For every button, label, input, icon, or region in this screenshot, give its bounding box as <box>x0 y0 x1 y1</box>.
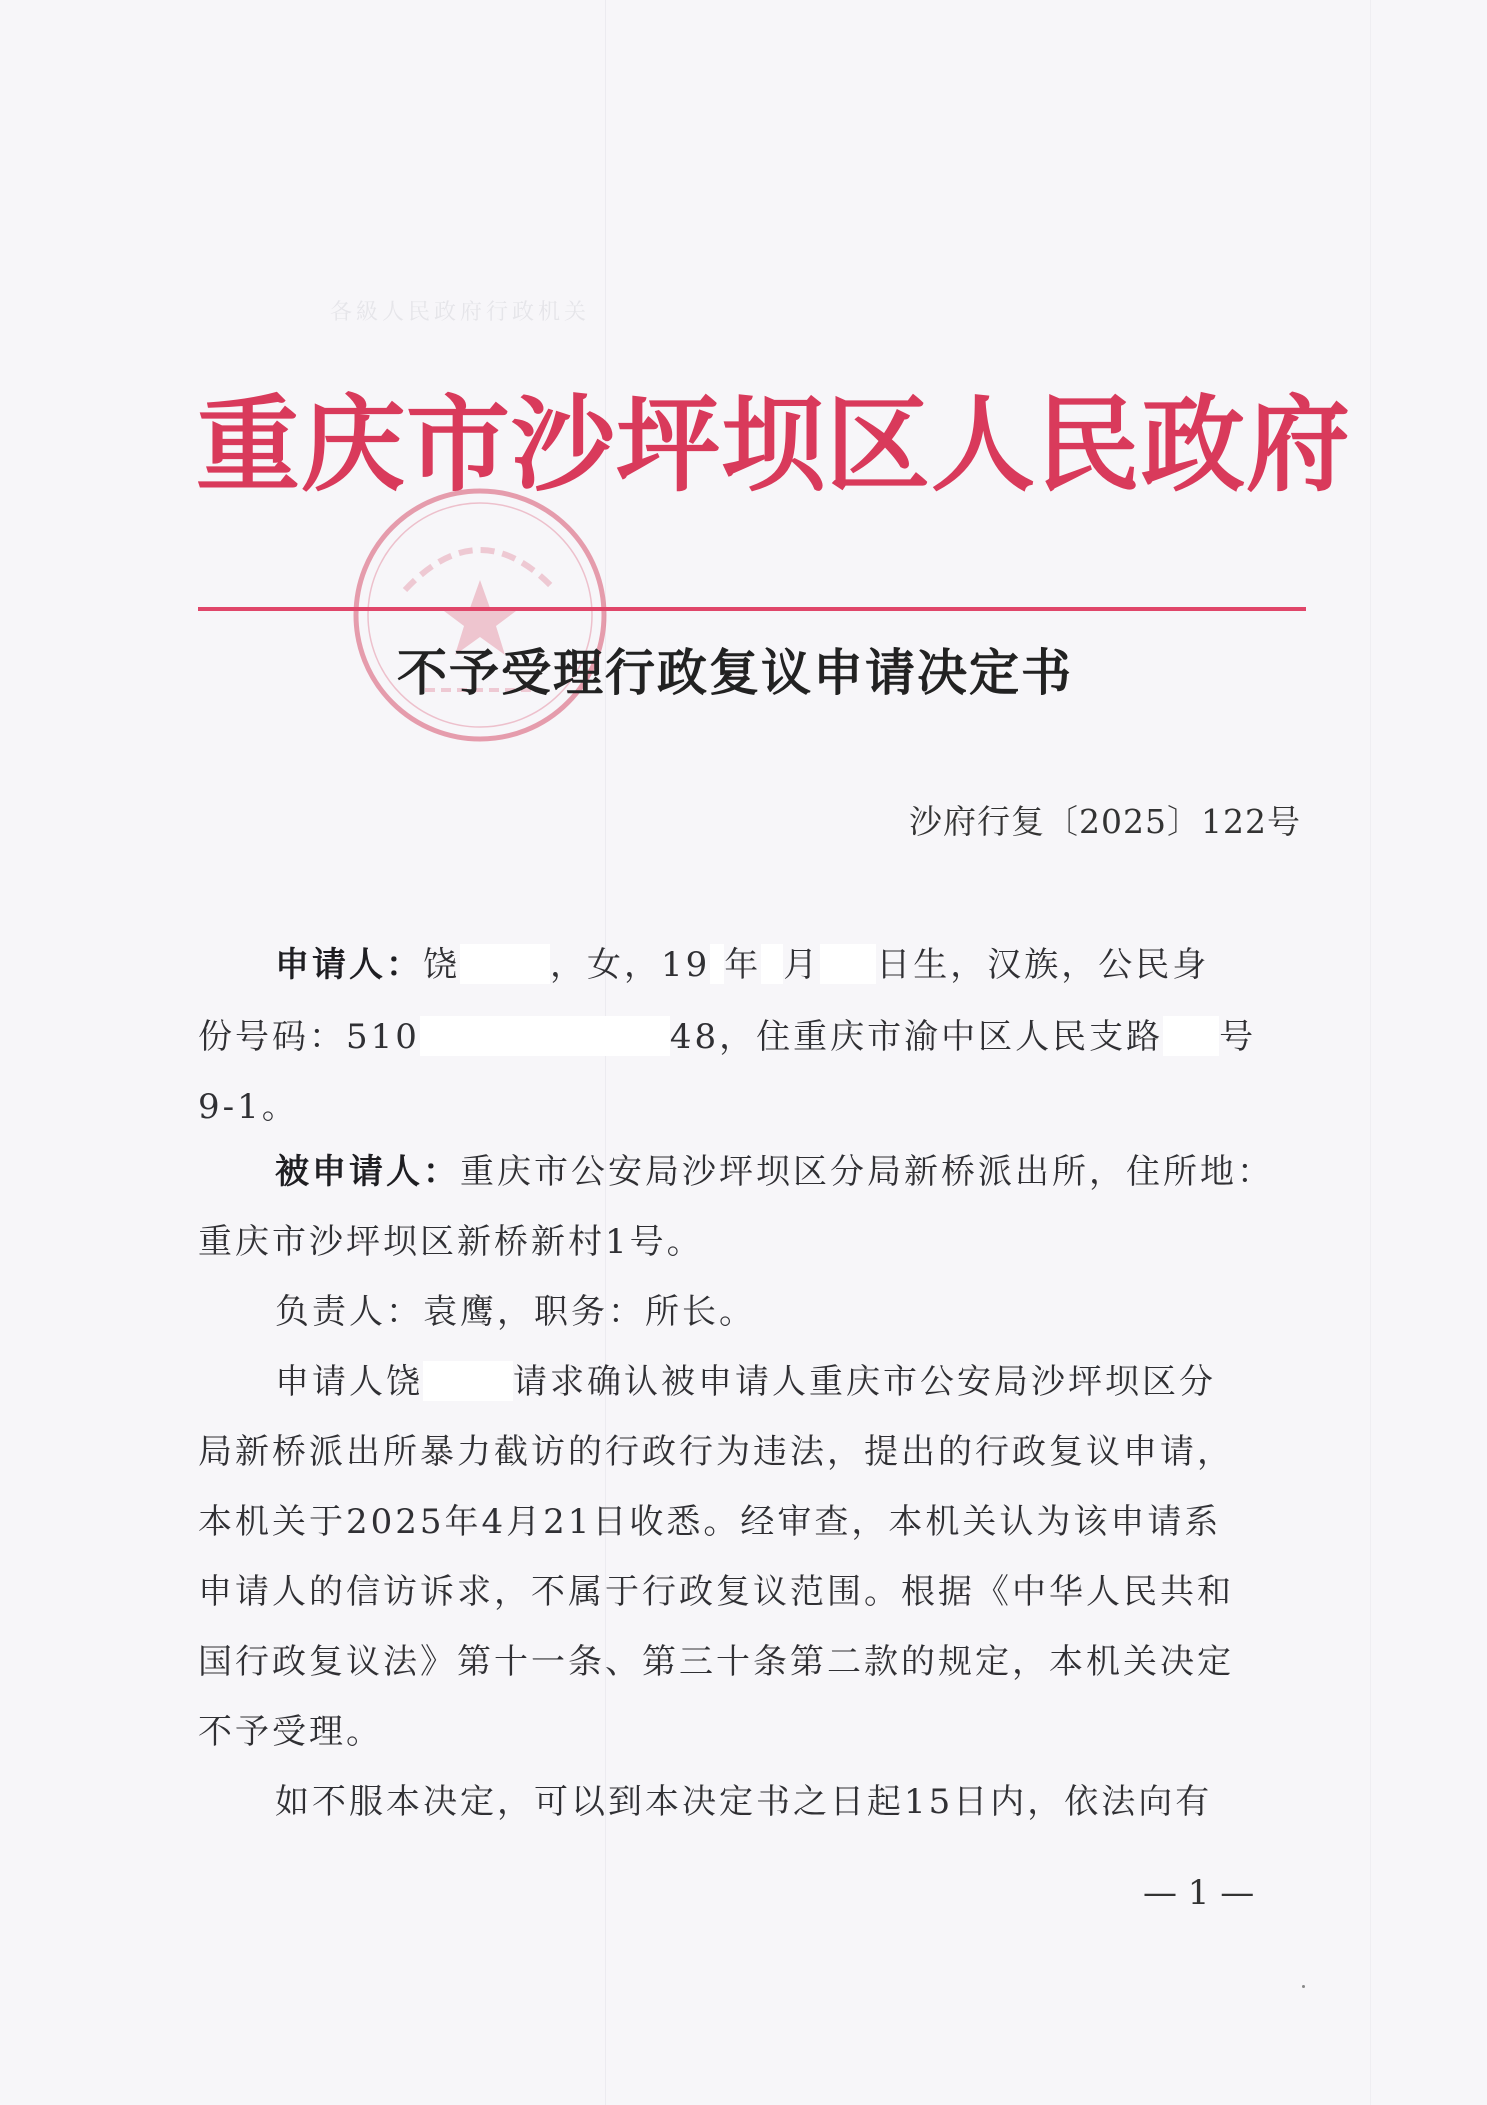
respondent-line-1 <box>275 1142 1305 1202</box>
applicant-text: 号 <box>1219 1017 1257 1057</box>
body-line: 本机关于2025年4月21日收悉。经审查，本机关认为该申请系 <box>198 1502 1222 1542</box>
redaction-box <box>460 944 550 984</box>
scan-fold-line-right <box>1370 0 1371 2105</box>
applicant-label: 申请人： <box>275 945 423 985</box>
redaction-box <box>710 944 724 984</box>
document-number: 沙府行复〔2025〕122号 <box>909 802 1301 841</box>
applicant-text: 饶 <box>423 945 460 985</box>
red-divider-rule <box>198 607 1306 611</box>
body-line: 局新桥派出所暴力截访的行政行为违法，提出的行政复议申请， <box>198 1432 1234 1472</box>
applicant-text: 月 <box>783 945 821 985</box>
applicant-text: 48，住重庆市渝中区人民支路 <box>669 1017 1164 1057</box>
body-line: 申请人的信访诉求，不属于行政复议范围。根据《中华人民共和 <box>198 1572 1234 1612</box>
responsible-person-line: 负责人：袁鹰，职务：所长。 <box>275 1292 756 1332</box>
body-text: 请求确认被申请人重庆市公安局沙坪坝区分 <box>513 1362 1216 1402</box>
body-text: 申请人饶 <box>275 1362 423 1402</box>
redaction-box <box>1163 1016 1219 1056</box>
respondent-line-2: 重庆市沙坪坝区新桥新村1号。 <box>198 1222 704 1262</box>
redaction-box <box>761 944 783 984</box>
body-line: 不予受理。 <box>198 1712 383 1752</box>
applicant-text: 份号码：510 <box>198 1017 420 1057</box>
document-title: 不予受理行政复议申请决定书 <box>397 643 1073 702</box>
applicant-line-1 <box>275 935 1305 995</box>
redaction-box <box>423 1361 513 1401</box>
respondent-text: 重庆市公安局沙坪坝区分局新桥派出所，住所地： <box>460 1152 1274 1192</box>
respondent-label: 被申请人： <box>275 1152 460 1192</box>
scan-speck <box>1302 1985 1305 1988</box>
issuing-authority-header: 重庆市沙坪坝区人民政府 <box>196 383 1352 506</box>
applicant-line-3: 9-1。 <box>198 1087 299 1127</box>
body-line: 国行政复议法》第十一条、第三十条第二款的规定，本机关决定 <box>198 1642 1234 1682</box>
body-line <box>275 1352 1305 1412</box>
applicant-line-2 <box>198 1007 1303 1067</box>
page-number: — 1 — <box>1143 1873 1255 1913</box>
bleed-through-text: 各級人民政府行政机关 <box>330 300 591 325</box>
applicant-text: ，女，19 <box>550 945 711 985</box>
redaction-box <box>820 944 876 984</box>
redaction-box <box>420 1016 670 1056</box>
applicant-text: 日生，汉族，公民身 <box>876 945 1210 985</box>
official-seal-stamp <box>345 480 615 750</box>
applicant-text: 年 <box>724 945 762 985</box>
body-line: 如不服本决定，可以到本决定书之日起15日内，依法向有 <box>275 1782 1213 1822</box>
